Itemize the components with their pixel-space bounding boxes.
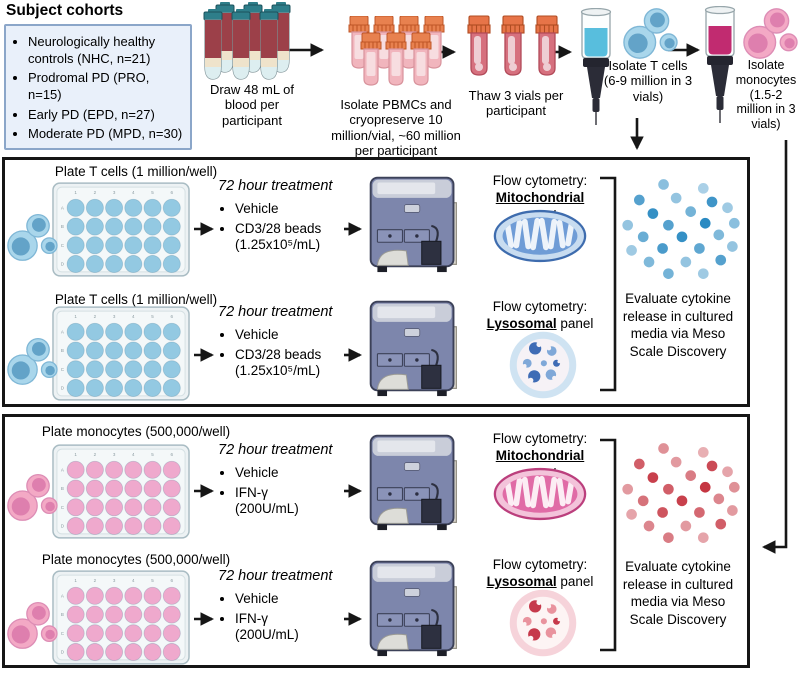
mitochondrion-blue-icon — [492, 208, 588, 264]
plate-label: Plate monocytes (500,000/well) — [41, 424, 231, 439]
treatment-title: 72 hour treatment — [218, 304, 333, 320]
flow-label-prefix: Flow cytometry: — [492, 557, 588, 572]
treatment-block — [218, 304, 348, 384]
draw-blood-caption: Draw 48 mL of blood per participant — [209, 82, 295, 128]
cohort-item: • Moderate PD (MPD, n=30) — [28, 126, 184, 143]
treatment-block — [218, 178, 348, 258]
flow-panel-label — [478, 556, 602, 591]
cryovial-cluster-icon — [346, 16, 446, 94]
panel-word: panel — [560, 316, 594, 332]
flow-label-prefix: Flow cytometry: — [492, 173, 588, 188]
blood-collection-tubes-icon — [200, 2, 300, 82]
cohort-item: • Prodromal PD (PRO, n=15) — [28, 70, 184, 103]
t-cell-cluster-icon — [6, 212, 58, 262]
flow-cytometer-icon — [366, 170, 462, 274]
treatment-title: 72 hour treatment — [218, 442, 333, 458]
lysosome-pink-icon — [508, 588, 578, 658]
monocyte-cluster-icon — [6, 472, 58, 522]
flow-cytometer-icon — [366, 428, 462, 532]
thawed-vials-icon — [466, 14, 562, 80]
panel-name: Lysosomal — [486, 316, 557, 332]
plate-label: Plate T cells (1 million/well) — [54, 164, 218, 179]
flow-label-prefix: Flow cytometry: — [492, 431, 588, 446]
panel-name: Mitochondrial — [495, 190, 585, 206]
monocyte-cluster-icon — [742, 6, 798, 60]
cohort-item: • Neurologically healthy controls (NHC, n=21) — [28, 34, 184, 67]
cytokine-dots-red-icon — [618, 440, 744, 550]
24-well-plate-monocyte-icon — [52, 444, 190, 539]
t-cell-cluster-icon — [6, 336, 58, 386]
treatment-title: 72 hour treatment — [218, 568, 333, 584]
cohorts-list — [6, 34, 190, 143]
isolate-pbmcs-caption: Isolate PBMCs and cryopreserve 10 million/vial, ~60 million per participant — [331, 97, 461, 158]
evaluate-cytokine-caption: Evaluate cytokine release in cultured media via Meso Scale Discovery — [622, 291, 734, 359]
flow-cytometer-icon — [366, 554, 462, 658]
treatment-item: • Vehicle — [235, 591, 318, 607]
flow-panel-label — [478, 298, 602, 333]
evaluate-cytokine-caption: Evaluate cytokine release in cultured media via Meso Scale Discovery — [622, 559, 734, 627]
treatment-item: • CD3/28 beads (1.25x10⁵/mL) — [235, 221, 348, 253]
flow-label-prefix: Flow cytometry: — [492, 299, 588, 314]
24-well-plate-tcell-icon — [52, 306, 190, 401]
treatment-item: • IFN-γ (200U/mL) — [235, 485, 318, 517]
mitochondrion-pink-icon — [492, 466, 588, 522]
panel-word: panel — [560, 574, 594, 590]
t-cell-cluster-icon — [622, 6, 678, 60]
isolate-t-cells-caption: Isolate T cells (6-9 million in 3 vials) — [603, 58, 693, 104]
cohorts-box — [4, 24, 192, 150]
plate-label: Plate T cells (1 million/well) — [54, 292, 218, 307]
treatment-title: 72 hour treatment — [218, 178, 333, 194]
flow-cytometer-icon — [366, 294, 462, 398]
isolate-monocytes-caption: Isolate monocytes (1.5-2 million in 3 vials) — [735, 58, 797, 131]
cohort-item: • Early PD (EPD, n=27) — [28, 107, 184, 124]
lysosome-blue-icon — [508, 330, 578, 400]
24-well-plate-monocyte-icon — [52, 570, 190, 665]
thaw-vials-caption: Thaw 3 vials per participant — [468, 88, 564, 119]
treatment-item: • Vehicle — [235, 465, 318, 481]
treatment-item: • Vehicle — [235, 327, 348, 343]
monocyte-cluster-icon — [6, 600, 58, 650]
treatment-item: • Vehicle — [235, 201, 348, 217]
treatment-block — [218, 568, 333, 648]
plate-label: Plate monocytes (500,000/well) — [41, 552, 231, 567]
panel-name: Mitochondrial — [495, 448, 585, 464]
cytokine-dots-blue-icon — [618, 176, 744, 286]
treatment-item: • IFN-γ (200U/mL) — [235, 611, 318, 643]
treatment-item: • CD3/28 beads (1.25x10⁵/mL) — [235, 347, 348, 379]
24-well-plate-tcell-icon — [52, 182, 190, 277]
cohorts-title: Subject cohorts — [6, 2, 124, 19]
panel-name: Lysosomal — [486, 574, 557, 590]
treatment-block — [218, 442, 333, 522]
